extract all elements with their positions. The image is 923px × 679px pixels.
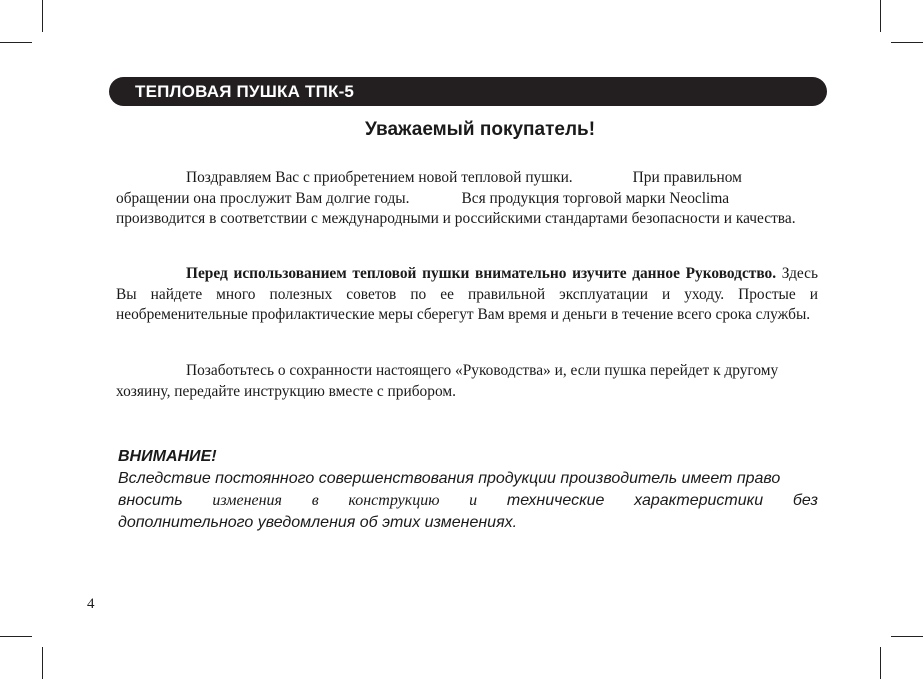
warning-word: изменения bbox=[212, 492, 282, 509]
crop-mark-top-right-horizontal bbox=[891, 42, 923, 43]
section-banner bbox=[109, 77, 827, 106]
page-heading: Уважаемый покупатель! bbox=[364, 119, 596, 140]
intro-line2a: обращении она прослужит Вам долгие годы. bbox=[116, 189, 410, 207]
crop-mark-top-right-vertical bbox=[880, 0, 881, 32]
crop-mark-bottom-left-horizontal bbox=[0, 636, 32, 637]
warning-word: вносить bbox=[118, 492, 183, 509]
warning-word: без bbox=[792, 492, 818, 509]
warning-word: в bbox=[311, 492, 319, 509]
crop-mark-top-left-vertical bbox=[42, 0, 43, 32]
intro-line1b: При правильном bbox=[632, 169, 742, 186]
keep-manual-paragraph bbox=[116, 361, 818, 402]
crop-mark-bottom-right-horizontal bbox=[891, 636, 923, 637]
crop-mark-bottom-left-vertical bbox=[42, 647, 43, 679]
read-manual-paragraph bbox=[116, 264, 818, 326]
crop-mark-bottom-right-vertical bbox=[880, 647, 881, 679]
banner-title: ТЕПЛОВАЯ ПУШКА ТПК-5 bbox=[135, 82, 355, 101]
warning-word: технические bbox=[506, 492, 605, 509]
warning-line-1: Вследствие постоянного совершенствования продукции производитель имеет право bbox=[118, 470, 781, 487]
intro-paragraph bbox=[116, 168, 818, 230]
keep-manual-text: Позаботьтесь о сохранности настоящего «Руководства» и, если пушка перейдет к другому хозяину, передайте инструкцию вместе с прибором. bbox=[116, 362, 779, 400]
crop-mark-top-left-horizontal bbox=[0, 42, 32, 43]
read-manual-bold: Перед использованием тепловой пушки внимательно изучите данное Руководство. bbox=[186, 265, 777, 282]
warning-word: и bbox=[469, 492, 478, 509]
warning-word: характеристики bbox=[634, 492, 764, 509]
read-manual-rest: Здесь Вы найдете много полезных советов по ее правильной эксплуатации и уходу. Простые и необременительные профилактические меры сберегут Вам время и деньги в течение всего срока службы. bbox=[116, 265, 818, 324]
warning-line-3: дополнительного уведомления об этих изменениях. bbox=[118, 514, 518, 531]
page-number: 4 bbox=[87, 596, 95, 612]
intro-line1a: Поздравляем Вас с приобретением новой тепловой пушки. bbox=[186, 169, 573, 186]
intro-line2b: Вся продукция торговой марки Neoclima bbox=[461, 189, 730, 207]
warning-word: конструкцию bbox=[348, 492, 440, 509]
intro-rest: производится в соответствии с международными и российскими стандартами безопасности и качества. bbox=[116, 210, 796, 228]
warning-block bbox=[118, 446, 838, 534]
warning-title: ВНИМАНИЕ! bbox=[118, 448, 217, 465]
warning-line-2 bbox=[118, 490, 818, 512]
